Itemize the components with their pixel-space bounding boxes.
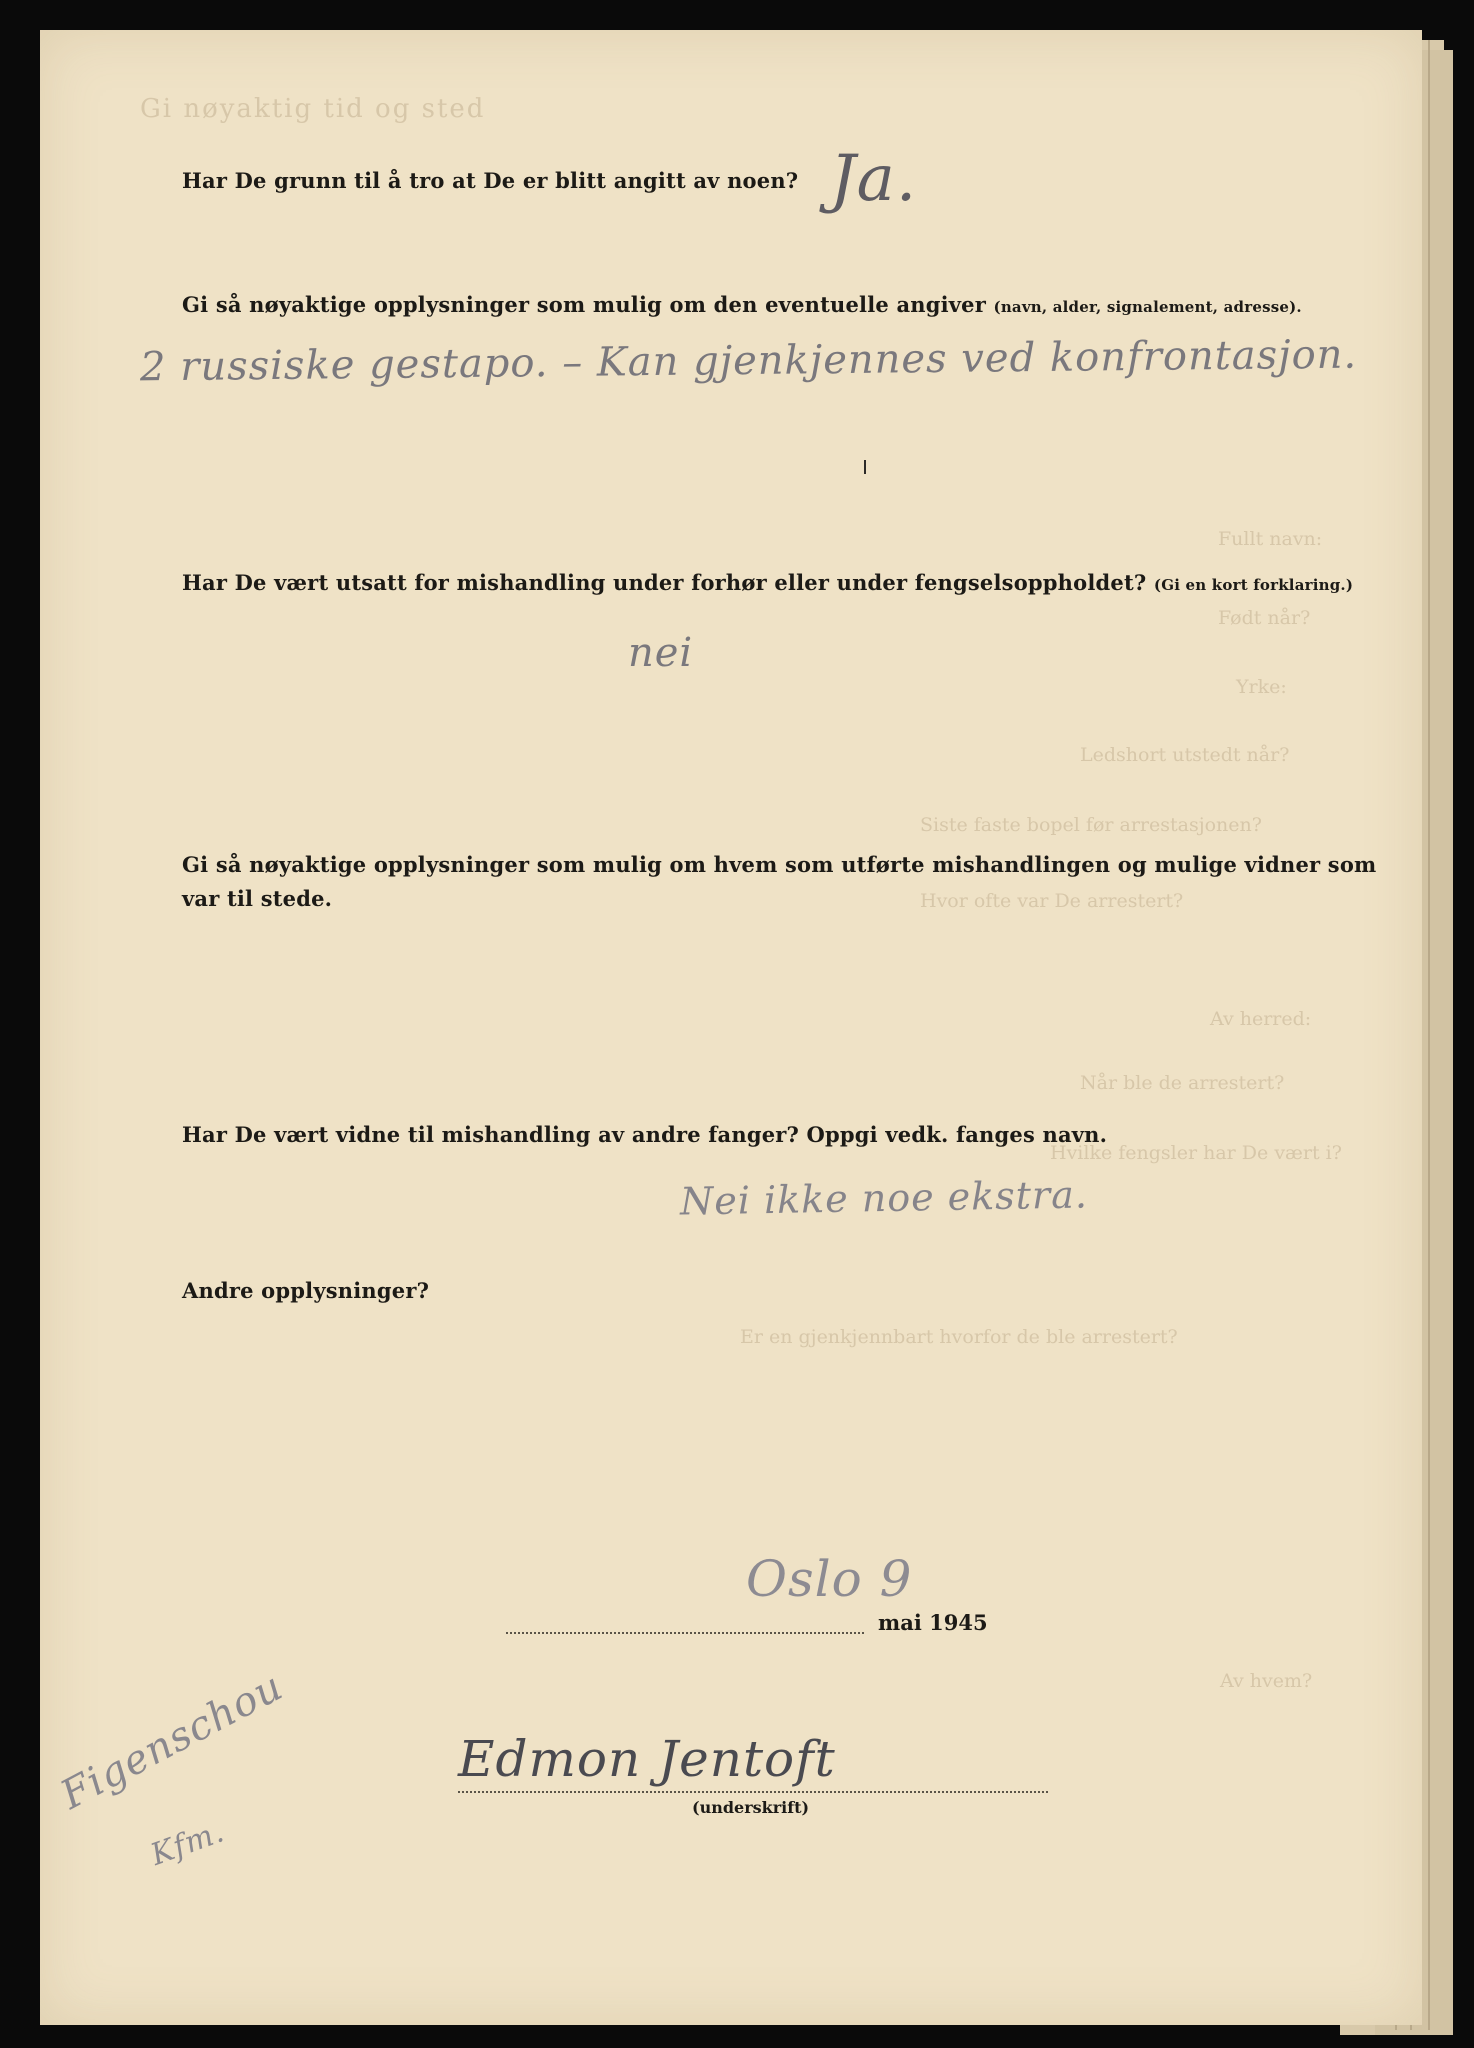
show-through-text: Gi nøyaktig tid og sted [140, 94, 486, 124]
question-mishandling-text: Har De vært utsatt for mishandling under forhør eller under fengselsoppholdet? [182, 570, 1147, 595]
question-andre: Andre opplysninger? [182, 1278, 430, 1303]
answer-angitt: Ja. [830, 142, 918, 216]
show-through-text: Av hvem? [1220, 1670, 1313, 1692]
show-through-text: Hvor ofte var De arrestert? [920, 890, 1184, 912]
question-utforte: Gi så nøyaktige opplysninger som mulig om hvem som utførte mishandlingen og mulige vidner som var til stede. [182, 852, 1377, 911]
signature-label: (underskrift) [692, 1798, 810, 1817]
show-through-text: Fullt navn: [1218, 528, 1323, 550]
show-through-text: Siste faste bopel før arrestasjonen? [920, 814, 1262, 836]
show-through-text: Født når? [1218, 607, 1311, 629]
question-angiver-text: Gi så nøyaktige opplysninger som mulig om den eventuelle angiver [182, 292, 987, 317]
answer-vidne: Nei ikke noe ekstra. [679, 1172, 1089, 1224]
answer-angiver: 2 russiske gestapo. – Kan gjenkjennes ved konfrontasjon. [139, 331, 1358, 391]
show-through-text: Hvilke fengsler har De vært i? [1050, 1142, 1342, 1164]
date-handwritten: Oslo 9 [746, 1550, 913, 1608]
signature-dotted-line [458, 1791, 1048, 1793]
pen-mark [864, 460, 866, 474]
paper-edge [1428, 40, 1430, 2030]
question-angiver [182, 292, 1302, 317]
show-through-text: Ledshort utstedt når? [1080, 744, 1290, 766]
question-vidne: Har De vært vidne til mishandling av andre fanger? Oppgi vedk. fanges navn. [182, 1122, 1108, 1147]
official-initials-title: Kfm. [146, 1814, 230, 1873]
show-through-text: Yrke: [1236, 676, 1287, 698]
date-printed: mai 1945 [878, 1610, 988, 1635]
date-dotted-line [506, 1632, 864, 1634]
question-mishandling [182, 570, 1353, 595]
question-angiver-note: (navn, alder, signalement, adresse). [993, 298, 1302, 316]
form-page [40, 30, 1422, 2025]
show-through-text: Av herred: [1210, 1008, 1312, 1030]
official-initials: Figenschou [53, 1663, 291, 1819]
answer-mishandling: nei [628, 630, 694, 676]
show-through-text: Når ble de arrestert? [1080, 1072, 1285, 1094]
signature: Edmon Jentoft [458, 1730, 836, 1788]
show-through-text: Er en gjenkjennbart hvorfor de ble arrestert? [740, 1326, 1178, 1348]
question-angitt: Har De grunn til å tro at De er blitt angitt av noen? [182, 168, 799, 193]
question-mishandling-note: (Gi en kort forklaring.) [1153, 576, 1354, 594]
